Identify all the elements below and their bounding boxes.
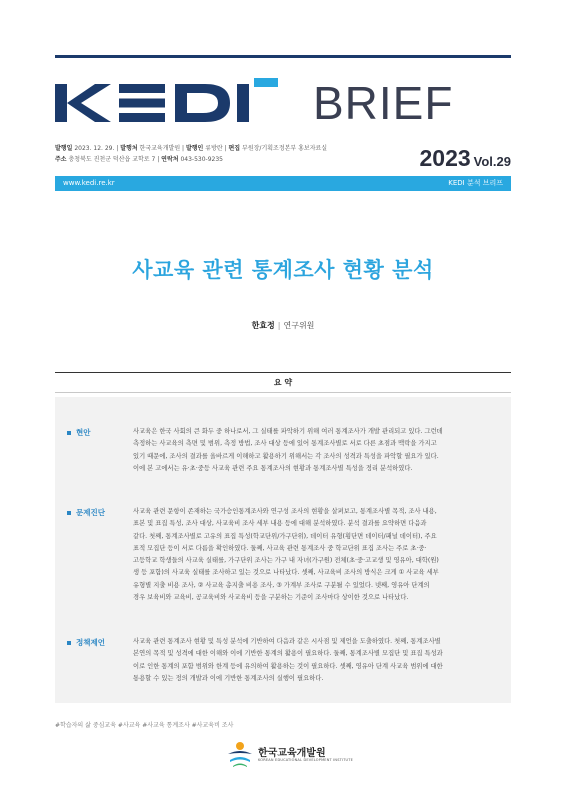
author-role: 연구위원	[283, 321, 315, 330]
publication-info	[55, 143, 355, 165]
org-emblem-icon	[225, 740, 255, 768]
pub-line-2: 주소 충청북도 진천군 덕산읍 교학로 7 | 연락처 043-530-9235	[55, 156, 223, 163]
hashtags: #학습자의 삶 중심교육 #사교육 #사교육 통계조사 #사교육비 조사	[55, 722, 234, 729]
org-name: 한국교육개발원	[258, 748, 326, 759]
brief-wordmark: BRIEF	[313, 77, 454, 129]
section-label: 정책제언	[67, 637, 105, 648]
volume-number: Vol.29	[473, 154, 511, 169]
site-url-link[interactable]: www.kedi.re.kr	[63, 179, 115, 187]
bullet-square-icon	[67, 641, 71, 645]
section-body: 사교육 관련 통계조사 현황 및 특성 분석에 기반하여 다음과 같은 시사점 및 제언을 도출하였다. 첫째, 통계조사별 본연의 목적 및 성격에 대한 이해와 이에 기반한 통계의 활용이 필요하다. 둘째, 통계조사별 모집단 및 표집 특성과 이로 인한 통계의 포함 범위와 한계 등에 유의하여 활용하는 것이 필요하다. 셋째, 영유아 단계 사교육 범위에 대한 통용할 수 있는 정의 개발과 이에 기반한 통계조사의 실행이 필요하다.	[133, 638, 443, 682]
summary-box	[55, 397, 511, 703]
section-body: 사교육은 한국 사회의 큰 화두 중 하나로서, 그 실태를 파악하기 위해 여러 통계조사가 개발 관리되고 있다. 그런데 측정하는 사교육의 측면 및 범위, 측정 방법, 조사 대상 등에 있어 통계조사별로 서로 다른 초점과 맥락을 가지고 있기 때문에, 조사의 결과를 올바르게 이해하고 활용하기 위해서는 각 조사의 성격과 특성을 파악할 필요가 있다. 이에 본 고에서는 유·초·중등 사교육 관련 주요 통계조사의 현황과 통계조사별 특성을 정리 분석하였다.	[133, 428, 443, 472]
volume-info	[419, 145, 511, 172]
bullet-square-icon	[67, 511, 71, 515]
author-line: 한효정 | 연구위원	[251, 321, 315, 330]
document-title: 사교육 관련 통계조사 현황 분석	[132, 258, 434, 282]
section-label: 현안	[67, 427, 91, 438]
summary-heading: 요 약	[55, 372, 511, 393]
top-rule	[55, 55, 511, 58]
author-name: 한효정	[251, 321, 275, 330]
section-body: 사교육 관련 문항이 존재하는 국가승인통계조사와 연구성 조사의 현황을 살펴보고, 통계조사별 목적, 조사 내용, 표본 및 표집 특성, 조사 대상, 사교육비 조사 세부 내용 등에 대해 분석하였다. 분석 결과를 요약하면 다음과 같다. 첫째, 통계조사별로 고유의 표집 특성(학교단위/가구단위), 데이터 유형(횡단면 데이터/패널 데이터), 주요 표적 모집단 등이 서로 다름을 확인하였다. 둘째, 사교육 관련 통계조사 중 학교단위 표집 조사는 주로 초·중· 고등학교 학생들의 사교육 실태를, 가구단위 조사는 가구 내 자녀(가구원) 전체(초·중·고교생 및 영유아, 대학(원) 생 등 포함)의 사교육 실태를 조사하고 있는 것으로 나타났다. 셋째, 사교육비 조사의 방식은 크게 ① 사교육 세부 유형별 지출 비용 조사, ② 사교육 총지출 비용 조사, ③ 가계부 조사로 구분될 수 있었다. 넷째, 영유아 단계의 경우 보육비와 교육비, 공교육비와 사교육비 등을 구분하는 기준이 조사마다 상이한 것으로 나타났다.	[133, 508, 439, 602]
header-band	[55, 176, 511, 191]
section-label: 문제진단	[67, 507, 105, 518]
volume-year: 2023	[419, 145, 471, 171]
kedi-logo-icon	[55, 78, 305, 128]
org-name-en: KOREAN EDUCATIONAL DEVELOPMENT INSTITUTE	[258, 758, 354, 762]
bullet-square-icon	[67, 431, 71, 435]
series-name: KEDI 분석 브리프	[448, 179, 503, 187]
pub-line-1: 발행일 2023. 12. 29. | 발행처 한국교육개발원 | 발행인 류방란 | 편집 부원장/기획조정본부 홍보자료실	[55, 145, 328, 152]
